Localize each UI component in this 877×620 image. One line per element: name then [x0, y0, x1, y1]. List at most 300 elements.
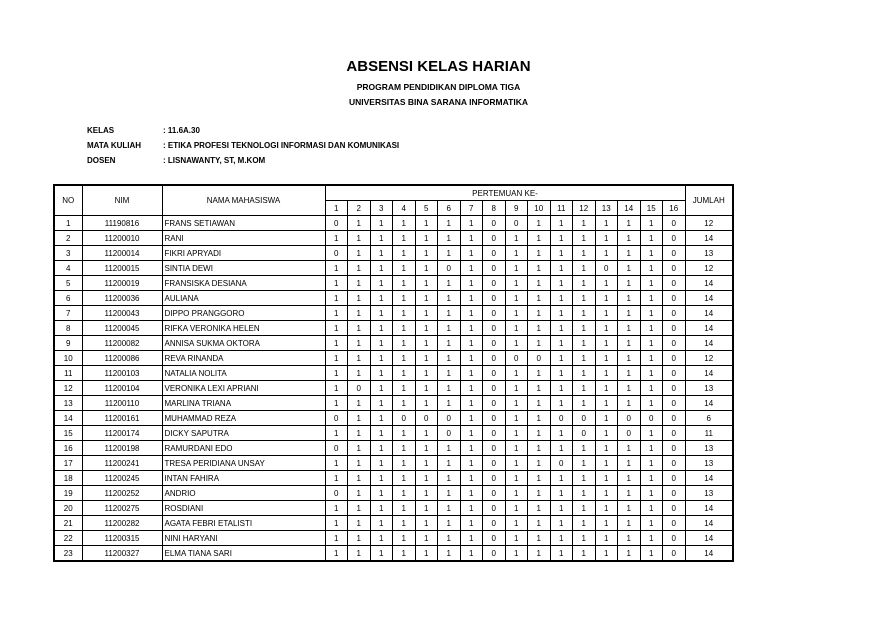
attendance-cell: 1 — [325, 231, 348, 246]
attendance-cell: 1 — [550, 486, 573, 501]
attendance-cell: 1 — [325, 456, 348, 471]
attendance-cell: 1 — [393, 336, 416, 351]
attendance-cell: 0 — [325, 246, 348, 261]
attendance-cell: 1 — [505, 321, 528, 336]
meeting-number-header: 4 — [393, 201, 416, 216]
attendance-cell: 0 — [483, 456, 506, 471]
attendance-cell: 1 — [393, 441, 416, 456]
attendance-cell: 1 — [393, 486, 416, 501]
student-nim: 11200174 — [82, 426, 162, 441]
attendance-cell: 0 — [483, 261, 506, 276]
attendance-total: 14 — [685, 531, 733, 546]
attendance-cell: 1 — [573, 501, 596, 516]
attendance-cell: 0 — [663, 426, 686, 441]
attendance-cell: 1 — [573, 231, 596, 246]
student-name: NATALIA NOLITA — [162, 366, 325, 381]
attendance-cell: 1 — [528, 501, 551, 516]
attendance-cell: 1 — [595, 411, 618, 426]
student-name: MARLINA TRIANA — [162, 396, 325, 411]
student-nim: 11200015 — [82, 261, 162, 276]
attendance-cell: 1 — [640, 261, 663, 276]
attendance-cell: 1 — [573, 456, 596, 471]
header-row — [54, 185, 733, 201]
attendance-cell: 1 — [393, 531, 416, 546]
attendance-total: 14 — [685, 276, 733, 291]
attendance-cell: 1 — [505, 396, 528, 411]
attendance-cell: 1 — [618, 531, 641, 546]
attendance-cell: 1 — [325, 366, 348, 381]
program-subtitle: PROGRAM PENDIDIKAN DIPLOMA TIGA — [356, 82, 521, 92]
attendance-cell: 0 — [483, 396, 506, 411]
attendance-total: 14 — [685, 336, 733, 351]
attendance-total: 13 — [685, 381, 733, 396]
attendance-cell: 1 — [640, 366, 663, 381]
attendance-total: 14 — [685, 321, 733, 336]
attendance-total: 12 — [685, 216, 733, 231]
attendance-cell: 1 — [415, 231, 438, 246]
student-name: ELMA TIANA SARI — [162, 546, 325, 562]
attendance-cell: 1 — [550, 351, 573, 366]
attendance-cell: 1 — [640, 321, 663, 336]
attendance-cell: 1 — [573, 321, 596, 336]
attendance-cell: 0 — [550, 411, 573, 426]
attendance-cell: 1 — [595, 456, 618, 471]
table-row — [54, 351, 733, 366]
attendance-cell: 1 — [528, 366, 551, 381]
row-number: 3 — [54, 246, 82, 261]
attendance-cell: 1 — [370, 276, 393, 291]
attendance-cell: 1 — [348, 426, 371, 441]
attendance-cell: 1 — [573, 216, 596, 231]
attendance-cell: 1 — [528, 231, 551, 246]
row-number: 2 — [54, 231, 82, 246]
attendance-cell: 1 — [640, 396, 663, 411]
attendance-cell: 1 — [438, 246, 461, 261]
attendance-total: 14 — [685, 471, 733, 486]
attendance-cell: 1 — [460, 336, 483, 351]
attendance-cell: 1 — [528, 516, 551, 531]
student-name: SINTIA DEWI — [162, 261, 325, 276]
student-name: RAMURDANI EDO — [162, 441, 325, 456]
matkul-label: MATA KULIAH — [87, 141, 142, 150]
attendance-cell: 1 — [618, 216, 641, 231]
meeting-number-header: 16 — [663, 201, 686, 216]
attendance-cell: 1 — [528, 291, 551, 306]
row-number: 10 — [54, 351, 82, 366]
attendance-cell: 1 — [325, 291, 348, 306]
attendance-cell: 1 — [370, 321, 393, 336]
attendance-cell: 1 — [460, 276, 483, 291]
attendance-cell: 1 — [415, 216, 438, 231]
col-pertemuan-header: PERTEMUAN KE- — [325, 185, 685, 201]
attendance-cell: 1 — [438, 501, 461, 516]
attendance-cell: 1 — [528, 336, 551, 351]
attendance-cell: 0 — [438, 261, 461, 276]
attendance-cell: 1 — [573, 516, 596, 531]
attendance-cell: 1 — [573, 366, 596, 381]
attendance-cell: 1 — [550, 306, 573, 321]
attendance-cell: 1 — [595, 441, 618, 456]
meeting-number-header: 8 — [483, 201, 506, 216]
attendance-cell: 1 — [595, 336, 618, 351]
attendance-cell: 1 — [325, 501, 348, 516]
attendance-cell: 1 — [348, 486, 371, 501]
attendance-cell: 1 — [348, 351, 371, 366]
attendance-cell: 1 — [415, 456, 438, 471]
attendance-cell: 1 — [595, 471, 618, 486]
table-row — [54, 336, 733, 351]
student-nim: 11200198 — [82, 441, 162, 456]
row-number: 8 — [54, 321, 82, 336]
table-row — [54, 546, 733, 562]
row-number: 16 — [54, 441, 82, 456]
attendance-cell: 1 — [393, 471, 416, 486]
student-name: AULIANA — [162, 291, 325, 306]
page-title: ABSENSI KELAS HARIAN — [346, 58, 531, 75]
attendance-table — [53, 184, 734, 562]
student-nim: 11200082 — [82, 336, 162, 351]
attendance-cell: 1 — [438, 486, 461, 501]
attendance-cell: 1 — [528, 486, 551, 501]
attendance-cell: 1 — [393, 426, 416, 441]
attendance-cell: 1 — [550, 396, 573, 411]
attendance-cell: 1 — [505, 426, 528, 441]
attendance-cell: 1 — [618, 336, 641, 351]
attendance-total: 13 — [685, 486, 733, 501]
attendance-cell: 1 — [618, 291, 641, 306]
table-row — [54, 216, 733, 231]
attendance-total: 6 — [685, 411, 733, 426]
student-name: RANI — [162, 231, 325, 246]
attendance-cell: 1 — [618, 396, 641, 411]
attendance-cell: 1 — [618, 546, 641, 562]
attendance-cell: 1 — [393, 291, 416, 306]
row-number: 15 — [54, 426, 82, 441]
attendance-cell: 1 — [393, 321, 416, 336]
row-number: 7 — [54, 306, 82, 321]
attendance-cell: 1 — [528, 396, 551, 411]
student-nim: 11200043 — [82, 306, 162, 321]
attendance-cell: 1 — [550, 231, 573, 246]
attendance-cell: 1 — [415, 276, 438, 291]
row-number: 20 — [54, 501, 82, 516]
attendance-cell: 0 — [483, 381, 506, 396]
matkul-value: : ETIKA PROFESI TEKNOLOGI INFORMASI DAN KOMUNIKASI — [163, 141, 400, 150]
attendance-cell: 1 — [460, 396, 483, 411]
attendance-cell: 1 — [505, 456, 528, 471]
attendance-cell: 1 — [438, 276, 461, 291]
attendance-cell: 1 — [325, 396, 348, 411]
attendance-cell: 1 — [370, 231, 393, 246]
attendance-cell: 1 — [618, 456, 641, 471]
attendance-cell: 0 — [483, 336, 506, 351]
student-name: ROSDIANI — [162, 501, 325, 516]
attendance-cell: 1 — [415, 366, 438, 381]
attendance-cell: 1 — [370, 246, 393, 261]
attendance-cell: 0 — [663, 216, 686, 231]
attendance-cell: 0 — [663, 366, 686, 381]
attendance-cell: 1 — [528, 381, 551, 396]
attendance-cell: 1 — [460, 426, 483, 441]
attendance-cell: 1 — [618, 306, 641, 321]
attendance-cell: 0 — [415, 411, 438, 426]
attendance-cell: 1 — [573, 441, 596, 456]
student-nim: 11200014 — [82, 246, 162, 261]
attendance-cell: 0 — [325, 411, 348, 426]
student-nim: 11200275 — [82, 501, 162, 516]
attendance-cell: 0 — [483, 501, 506, 516]
attendance-cell: 1 — [370, 441, 393, 456]
attendance-cell: 1 — [393, 546, 416, 562]
attendance-cell: 1 — [370, 291, 393, 306]
attendance-cell: 1 — [415, 336, 438, 351]
attendance-cell: 1 — [370, 396, 393, 411]
attendance-cell: 0 — [483, 231, 506, 246]
attendance-cell: 1 — [438, 396, 461, 411]
attendance-cell: 1 — [325, 381, 348, 396]
attendance-cell: 1 — [640, 531, 663, 546]
table-row — [54, 246, 733, 261]
attendance-cell: 0 — [640, 411, 663, 426]
attendance-cell: 1 — [618, 261, 641, 276]
attendance-cell: 1 — [528, 546, 551, 562]
attendance-cell: 0 — [325, 216, 348, 231]
attendance-cell: 1 — [370, 486, 393, 501]
attendance-cell: 1 — [618, 381, 641, 396]
attendance-cell: 1 — [393, 231, 416, 246]
attendance-cell: 1 — [438, 216, 461, 231]
attendance-cell: 1 — [550, 441, 573, 456]
student-name: TRESA PERIDIANA UNSAY — [162, 456, 325, 471]
attendance-cell: 1 — [415, 501, 438, 516]
attendance-total: 13 — [685, 456, 733, 471]
attendance-cell: 1 — [348, 246, 371, 261]
attendance-cell: 0 — [663, 531, 686, 546]
attendance-cell: 1 — [325, 531, 348, 546]
attendance-cell: 1 — [370, 516, 393, 531]
attendance-cell: 1 — [438, 546, 461, 562]
attendance-cell: 0 — [483, 471, 506, 486]
attendance-cell: 0 — [663, 471, 686, 486]
attendance-cell: 1 — [573, 246, 596, 261]
meeting-number-header: 1 — [325, 201, 348, 216]
attendance-cell: 1 — [550, 471, 573, 486]
col-nim-header: NIM — [82, 185, 162, 216]
attendance-cell: 1 — [528, 411, 551, 426]
attendance-cell: 0 — [505, 216, 528, 231]
attendance-cell: 1 — [393, 306, 416, 321]
attendance-cell: 1 — [460, 381, 483, 396]
table-row — [54, 441, 733, 456]
attendance-cell: 1 — [415, 516, 438, 531]
attendance-cell: 1 — [505, 366, 528, 381]
attendance-total: 14 — [685, 516, 733, 531]
table-row — [54, 456, 733, 471]
attendance-cell: 1 — [348, 456, 371, 471]
attendance-cell: 0 — [483, 426, 506, 441]
attendance-cell: 1 — [438, 306, 461, 321]
attendance-cell: 1 — [393, 366, 416, 381]
row-number: 14 — [54, 411, 82, 426]
attendance-cell: 0 — [573, 426, 596, 441]
row-number: 23 — [54, 546, 82, 562]
attendance-cell: 1 — [438, 351, 461, 366]
student-name: VERONIKA LEXI APRIANI — [162, 381, 325, 396]
attendance-cell: 1 — [370, 456, 393, 471]
attendance-cell: 1 — [325, 261, 348, 276]
attendance-cell: 1 — [393, 381, 416, 396]
student-name: ANNISA SUKMA OKTORA — [162, 336, 325, 351]
attendance-cell: 1 — [595, 531, 618, 546]
attendance-cell: 1 — [348, 471, 371, 486]
student-nim: 11200019 — [82, 276, 162, 291]
attendance-cell: 1 — [348, 531, 371, 546]
table-row — [54, 276, 733, 291]
attendance-cell: 1 — [618, 351, 641, 366]
attendance-cell: 1 — [595, 381, 618, 396]
student-nim: 11200282 — [82, 516, 162, 531]
row-number: 5 — [54, 276, 82, 291]
attendance-cell: 1 — [393, 351, 416, 366]
row-number: 6 — [54, 291, 82, 306]
attendance-cell: 1 — [595, 426, 618, 441]
attendance-cell: 0 — [663, 396, 686, 411]
attendance-cell: 0 — [438, 426, 461, 441]
student-name: NINI HARYANI — [162, 531, 325, 546]
table-row — [54, 366, 733, 381]
attendance-cell: 0 — [438, 411, 461, 426]
student-nim: 11200252 — [82, 486, 162, 501]
student-name: FRANSISKA DESIANA — [162, 276, 325, 291]
table-row — [54, 396, 733, 411]
row-number: 19 — [54, 486, 82, 501]
attendance-cell: 1 — [438, 366, 461, 381]
attendance-total: 14 — [685, 546, 733, 562]
attendance-cell: 0 — [663, 276, 686, 291]
table-row — [54, 411, 733, 426]
attendance-cell: 1 — [640, 291, 663, 306]
attendance-cell: 1 — [348, 516, 371, 531]
attendance-cell: 0 — [550, 456, 573, 471]
attendance-cell: 0 — [483, 246, 506, 261]
attendance-cell: 1 — [640, 306, 663, 321]
attendance-cell: 0 — [618, 411, 641, 426]
attendance-cell: 1 — [505, 231, 528, 246]
student-nim: 11200241 — [82, 456, 162, 471]
attendance-cell: 1 — [348, 441, 371, 456]
attendance-cell: 1 — [370, 216, 393, 231]
attendance-cell: 1 — [505, 246, 528, 261]
attendance-cell: 1 — [348, 366, 371, 381]
attendance-cell: 1 — [505, 336, 528, 351]
table-row — [54, 321, 733, 336]
attendance-cell: 1 — [438, 456, 461, 471]
row-number: 18 — [54, 471, 82, 486]
attendance-cell: 1 — [460, 531, 483, 546]
kelas-value: : 11.6A.30 — [163, 126, 200, 135]
attendance-cell: 1 — [415, 291, 438, 306]
attendance-cell: 1 — [438, 471, 461, 486]
attendance-total: 14 — [685, 366, 733, 381]
attendance-cell: 1 — [640, 441, 663, 456]
attendance-cell: 1 — [325, 276, 348, 291]
attendance-cell: 0 — [483, 291, 506, 306]
student-nim: 11200086 — [82, 351, 162, 366]
student-name: ANDRIO — [162, 486, 325, 501]
attendance-cell: 1 — [528, 441, 551, 456]
attendance-cell: 1 — [528, 321, 551, 336]
attendance-cell: 1 — [370, 471, 393, 486]
attendance-cell: 1 — [460, 231, 483, 246]
attendance-cell: 0 — [325, 486, 348, 501]
info-dosen — [87, 156, 265, 165]
row-number: 9 — [54, 336, 82, 351]
attendance-cell: 1 — [370, 546, 393, 562]
attendance-cell: 1 — [595, 231, 618, 246]
attendance-cell: 1 — [550, 531, 573, 546]
attendance-cell: 1 — [640, 471, 663, 486]
attendance-cell: 1 — [505, 531, 528, 546]
attendance-cell: 1 — [505, 291, 528, 306]
attendance-cell: 1 — [393, 456, 416, 471]
attendance-cell: 0 — [483, 486, 506, 501]
attendance-cell: 1 — [348, 216, 371, 231]
attendance-cell: 1 — [528, 426, 551, 441]
attendance-cell: 1 — [595, 486, 618, 501]
student-nim: 11200103 — [82, 366, 162, 381]
attendance-cell: 1 — [595, 366, 618, 381]
attendance-cell: 1 — [325, 516, 348, 531]
table-row — [54, 381, 733, 396]
student-name: MUHAMMAD REZA — [162, 411, 325, 426]
attendance-cell: 1 — [325, 471, 348, 486]
attendance-cell: 0 — [483, 366, 506, 381]
attendance-cell: 1 — [393, 216, 416, 231]
attendance-cell: 1 — [460, 306, 483, 321]
attendance-cell: 1 — [415, 321, 438, 336]
meeting-number-header: 9 — [505, 201, 528, 216]
attendance-cell: 1 — [370, 306, 393, 321]
table-row — [54, 261, 733, 276]
attendance-cell: 1 — [505, 501, 528, 516]
meeting-number-header: 14 — [618, 201, 641, 216]
info-matkul — [87, 141, 399, 150]
attendance-cell: 1 — [460, 351, 483, 366]
student-nim: 11200161 — [82, 411, 162, 426]
row-number: 22 — [54, 531, 82, 546]
attendance-cell: 0 — [663, 321, 686, 336]
attendance-cell: 1 — [348, 291, 371, 306]
attendance-cell: 1 — [415, 381, 438, 396]
meeting-number-header: 15 — [640, 201, 663, 216]
attendance-cell: 0 — [393, 411, 416, 426]
attendance-cell: 1 — [460, 516, 483, 531]
attendance-cell: 1 — [415, 306, 438, 321]
info-kelas — [87, 126, 200, 135]
attendance-cell: 1 — [348, 546, 371, 562]
attendance-cell: 1 — [370, 501, 393, 516]
attendance-cell: 0 — [483, 411, 506, 426]
attendance-cell: 1 — [438, 531, 461, 546]
attendance-cell: 1 — [325, 306, 348, 321]
student-name: DIPPO PRANGGORO — [162, 306, 325, 321]
meeting-number-header: 5 — [415, 201, 438, 216]
attendance-cell: 1 — [550, 516, 573, 531]
attendance-total: 13 — [685, 441, 733, 456]
attendance-cell: 1 — [325, 351, 348, 366]
attendance-cell: 1 — [460, 546, 483, 562]
attendance-total: 11 — [685, 426, 733, 441]
